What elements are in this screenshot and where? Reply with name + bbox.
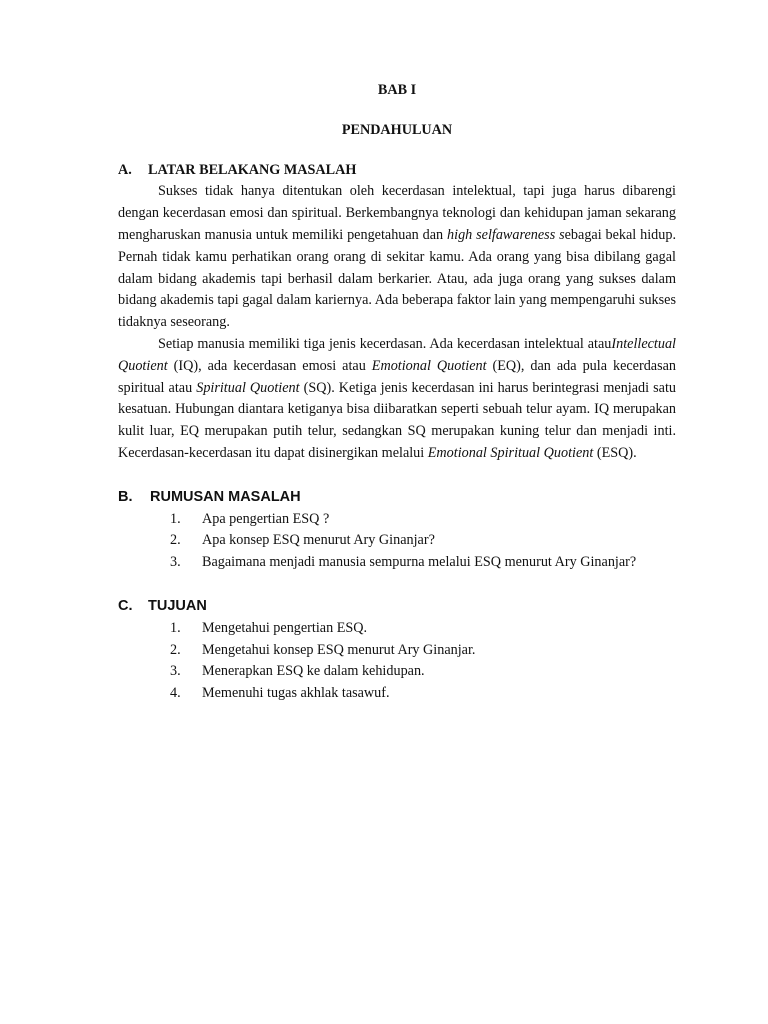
list-item-text: Apa konsep ESQ menurut Ary Ginanjar? [202, 532, 435, 549]
chapter-title: PENDAHULUAN [341, 121, 453, 138]
section-b-title: RUMUSAN MASALAH [150, 488, 301, 505]
section-a-letter: A. [118, 161, 132, 178]
problem-list [118, 509, 676, 574]
list-item-text: Menerapkan ESQ ke dalam kehidupan. [202, 663, 425, 680]
list-item-number: 2. [170, 641, 181, 658]
paragraph-2 [118, 334, 676, 465]
list-item-number: 3. [170, 554, 181, 571]
list-item-text: Mengetahui pengertian ESQ. [202, 619, 368, 636]
paragraph-2-text-5: (ESQ). [593, 444, 637, 461]
paragraph-2-text-4: (SQ). Ketiga jenis kecerdasan ini harus berintegrasi menjadi satu kesatuan. Hubungan diantara ketiganya bisa diibaratkan seperti sebuah telur ayam. IQ merupakan kulit luar, EQ merupakan putih telur, sedangkan SQ merupakan kuning telur dan menjadi inti. Kecerdasan-kecerdasan itu dapat disinergikan melalui [118, 379, 676, 461]
list-item [118, 661, 676, 683]
list-item-number: 4. [170, 685, 181, 702]
goals-list [118, 618, 676, 705]
document-page [118, 80, 676, 705]
chapter-number: BAB I [377, 82, 417, 98]
paragraph-2-text-2: (IQ), ada kecerdasan emosi atau [167, 357, 372, 374]
section-c-title: TUJUAN [148, 597, 207, 614]
list-item-number: 3. [170, 663, 181, 680]
list-item [118, 683, 676, 705]
section-a-title: LATAR BELAKANG MASALAH [148, 161, 357, 178]
section-c-letter: C. [118, 597, 133, 614]
list-item [118, 530, 676, 552]
list-item [118, 552, 676, 574]
paragraph-2-text-1: Setiap manusia memiliki tiga jenis kecerdasan. Ada kecerdasan intelektual atau [158, 335, 612, 352]
list-item-text: Bagaimana menjadi manusia sempurna melalui ESQ menurut Ary Ginanjar? [202, 554, 637, 571]
section-b-letter: B. [118, 488, 133, 505]
section-c-heading [118, 596, 676, 618]
paragraph-1 [118, 181, 676, 334]
paragraph-2-italic-4: Emotional Spiritual Quotient [427, 444, 594, 461]
paragraph-2-italic-3: Spiritual Quotient [196, 379, 300, 396]
list-item [118, 618, 676, 640]
list-item [118, 640, 676, 662]
section-b-heading [118, 487, 676, 509]
section-a-heading [118, 160, 676, 182]
list-item-number: 1. [170, 510, 181, 527]
list-item-text: Mengetahui konsep ESQ menurut Ary Ginanjar. [202, 641, 476, 658]
list-item-text: Memenuhi tugas akhlak tasawuf. [202, 685, 390, 702]
paragraph-1-text-1: Sukses tidak hanya ditentukan oleh kecerdasan intelektual, tapi juga harus dibarengi dengan kecerdasan emosi dan spiritual. Berkembangnya teknologi dan kehidupan jaman sekarang mengharuskan manusia untuk memiliki pengetahuan dan [118, 183, 676, 243]
paragraph-1-text-2: ebagai bekal hidup. Pernah tidak kamu perhatikan orang orang di sekitar kamu. Ada orang yang bisa dibilang gagal dalam bidang akademis tapi berhasil dalam berkarier. Atau, ada juga orang yang sukses dalam bidang akademis tapi gagal dalam kariernya. Ada beberapa faktor lain yang mempengaruhi sukses tidaknya seseorang. [118, 226, 676, 331]
paragraph-2-italic-2: Emotional Quotient [371, 357, 487, 374]
list-item-number: 2. [170, 532, 181, 549]
paragraph-1-italic-1: high selfawareness s [447, 226, 565, 243]
paragraph-2-text-3: (EQ), dan ada pula kecerdasan spiritual atau [118, 357, 676, 396]
list-item-text: Apa pengertian ESQ ? [202, 510, 330, 527]
paragraph-2-italic-1: Intellectual Quotient [118, 335, 676, 374]
list-item-number: 1. [170, 619, 181, 636]
list-item [118, 509, 676, 531]
